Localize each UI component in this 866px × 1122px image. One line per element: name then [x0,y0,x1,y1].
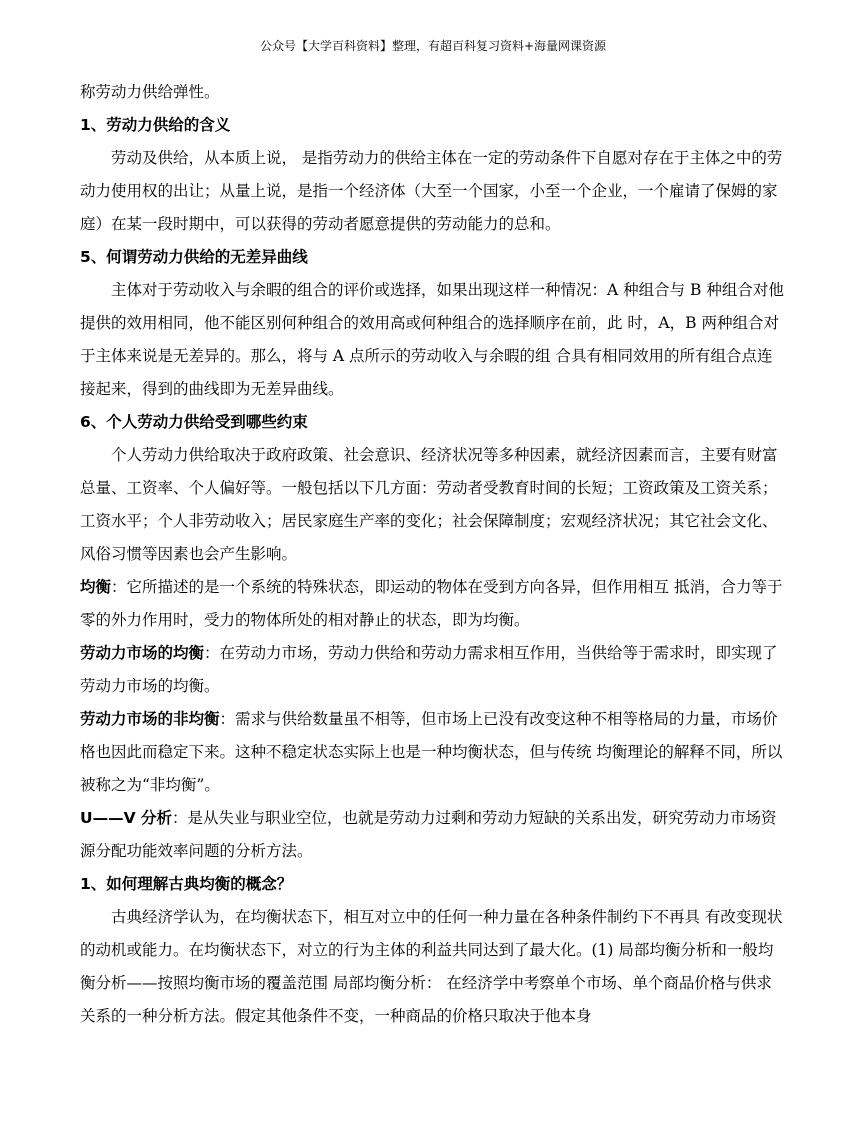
definition-paragraph [80,637,786,703]
definition-text: ：需求与供给数量虽不相等，但市场上已没有改变这种不相等格局的力量，市场价格也因此而稳定下来。这种不稳定状态实际上也是一种均衡状态，但与传统 均衡理论的解释不同，所以被称之为“非均衡”。 [80,710,783,794]
definition-term: U——V 分析 [80,809,172,827]
paragraph: 古典经济学认为，在均衡状态下，相互对立中的任何一种力量在各种条件制约下不再具 有改变现状的动机或能力。在均衡状态下，对立的行为主体的利益共同达到了最大化。(1) 局部均衡分析和一般均衡分析——按照均衡市场的覆盖范围 局部均衡分析： 在经济学中考察单个市场、单个商品价格与供求关系的一种分析方法。假定其他条件不变，一种商品的价格只取决于他本身 [80,908,783,1025]
definition-term: 劳动力市场的均衡 [80,644,205,662]
paragraph: 主体对于劳动收入与余暇的组合的评价或选择，如果出现这样一种情况：A 种组合与 B 种组合对他提供的效用相同，他不能区别何种组合的效用高或何种组合的选择顺序在前，此 时，A，B 两种组合对于主体来说是无差异的。那么，将与 A 点所示的劳动收入与余暇的组 合具有相同效用的所有组合点连接起来，得到的曲线即为无差异曲线。 [80,281,784,398]
document-body [80,76,786,1033]
definition-text: ：在劳动力市场，劳动力供给和劳动力需求相互作用，当供给等于需求时，即实现了劳动力市场的均衡。 [80,644,778,695]
section-heading: 1、如何理解古典均衡的概念？ [80,875,293,893]
paragraph-continuation: 称劳动力供给弹性。 [80,83,220,101]
definition-paragraph [80,802,786,868]
section-heading: 6、个人劳动力供给受到哪些约束 [80,413,308,431]
paragraph: 个人劳动力供给取决于政府政策、社会意识、经济状况等多种因素，就经济因素而言，主要有财富总量、工资率、个人偏好等。一般包括以下几方面：劳动者受教育时间的长短；工资政策及工资关系；工资水平；个人非劳动收入；居民家庭生产率的变化；社会保障制度；宏观经济状况；其它社会文化、风俗习惯等因素也会产生影响。 [80,446,778,563]
definition-text: ：它所描述的是一个系统的特殊状态，即运动的物体在受到方向各异，但作用相互 抵消，合力等于零的外力作用时，受力的物体所处的相对静止的状态，即为均衡。 [80,578,783,629]
page-header: 公众号【大学百科资料】整理，有超百科复习资料+海量网课资源 [259,39,607,53]
definition-paragraph [80,703,786,802]
section-heading: 1、劳动力供给的含义 [80,116,231,134]
definition-term: 劳动力市场的非均衡 [80,710,220,728]
paragraph: 劳动及供给，从本质上说， 是指劳动力的供给主体在一定的劳动条件下自愿对存在于主体之中的劳动力使用权的出让；从量上说，是指一个经济体（大至一个国家，小至一个企业，一个雇请了保姆的家庭）在某一段时期中，可以获得的劳动者愿意提供的劳动能力的总和。 [80,149,783,233]
section-heading: 5、何谓劳动力供给的无差异曲线 [80,248,308,266]
definition-text: ：是从失业与职业空位，也就是劳动力过剩和劳动力短缺的关系出发，研究劳动力市场资源分配功能效率问题的分析方法。 [80,809,777,860]
definition-paragraph [80,571,786,637]
definition-term: 均衡 [80,578,112,596]
